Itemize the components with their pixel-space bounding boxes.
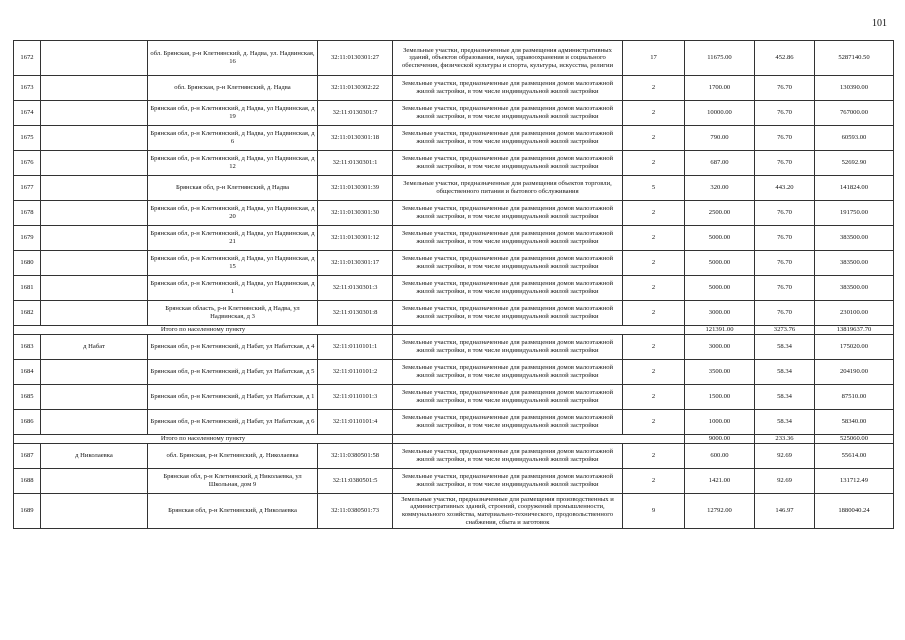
locality-cell — [41, 385, 148, 410]
group-cell: 2 — [623, 201, 685, 226]
row-number: 1679 — [14, 226, 41, 251]
group-cell: 2 — [623, 126, 685, 151]
row-number: 1678 — [14, 201, 41, 226]
area-cell: 2500.00 — [685, 201, 755, 226]
cadastral-number-cell: 32:11:0130301:3 — [318, 276, 393, 301]
cadastral-value-cell: 1880040.24 — [815, 494, 894, 529]
group-cell: 17 — [623, 41, 685, 76]
table-row — [14, 335, 894, 360]
rate-cell: 443.20 — [755, 176, 815, 201]
row-number: 1685 — [14, 385, 41, 410]
cadastral-number-cell: 32:11:0130301:1 — [318, 151, 393, 176]
land-use-cell: Земельные участки, предназначенные для размещения домов малоэтажной жилой застройки, в том числе индивидуальной жилой застройки — [393, 226, 623, 251]
group-cell: 2 — [623, 385, 685, 410]
land-use-cell: Земельные участки, предназначенные для размещения домов малоэтажной жилой застройки, в том числе индивидуальной жилой застройки — [393, 101, 623, 126]
group-cell: 9 — [623, 494, 685, 529]
land-use-cell: Земельные участки, предназначенные для размещения домов малоэтажной жилой застройки, в том числе индивидуальной жилой застройки — [393, 76, 623, 101]
land-use-cell: Земельные участки, предназначенные для размещения домов малоэтажной жилой застройки, в том числе индивидуальной жилой застройки — [393, 335, 623, 360]
cadastral-value-cell: 60593.00 — [815, 126, 894, 151]
group-cell: 2 — [623, 251, 685, 276]
subtotal-label: Итого по населенному пункту — [14, 435, 393, 444]
cadastral-value-cell: 141824.00 — [815, 176, 894, 201]
locality-cell — [41, 41, 148, 76]
locality-cell — [41, 176, 148, 201]
cadastral-number-cell: 32:11:0130301:7 — [318, 101, 393, 126]
group-cell: 2 — [623, 151, 685, 176]
row-number: 1677 — [14, 176, 41, 201]
table-row — [14, 176, 894, 201]
land-use-cell: Земельные участки, предназначенные для размещения административных зданий, объектов образования, науки, здравоохранения и социального обеспечения, физической культуры и спорта, культуры, искусства, религии — [393, 41, 623, 76]
address-cell: Брянская обл, р-н Клетнянский, д Набат, ул Набатская, д 5 — [148, 360, 318, 385]
address-cell: Брянская обл, р-н Клетнянский, д Николаевка, ул Школьная, дом 9 — [148, 469, 318, 494]
group-cell: 5 — [623, 176, 685, 201]
address-cell: обл. Брянская, р-н Клетнянский, д. Надва — [148, 76, 318, 101]
locality-cell — [41, 360, 148, 385]
group-cell: 2 — [623, 276, 685, 301]
land-use-cell: Земельные участки, предназначенные для размещения домов малоэтажной жилой застройки, в том числе индивидуальной жилой застройки — [393, 410, 623, 435]
subtotal-blank — [393, 435, 685, 444]
locality-cell — [41, 276, 148, 301]
address-cell: обл. Брянская, р-н Клетнянский, д. Николаевка — [148, 444, 318, 469]
land-use-cell: Земельные участки, предназначенные для размещения домов малоэтажной жилой застройки, в том числе индивидуальной жилой застройки — [393, 151, 623, 176]
land-use-cell: Земельные участки, предназначенные для размещения домов малоэтажной жилой застройки, в том числе индивидуальной жилой застройки — [393, 385, 623, 410]
subtotal-value: 525060.00 — [815, 435, 894, 444]
address-cell: Брянская обл, р-н Клетнянский, д Надва — [148, 176, 318, 201]
rate-cell: 92.69 — [755, 444, 815, 469]
cadastral-value-cell: 87510.00 — [815, 385, 894, 410]
address-cell: Брянская обл, р-н Клетнянский, д Надва, ул Надвинская, д 19 — [148, 101, 318, 126]
cadastral-value-table — [13, 40, 894, 529]
land-use-cell: Земельные участки, предназначенные для размещения домов малоэтажной жилой застройки, в том числе индивидуальной жилой застройки — [393, 126, 623, 151]
subtotal-rate: 233.36 — [755, 435, 815, 444]
cadastral-value-cell: 383500.00 — [815, 276, 894, 301]
subtotal-row — [14, 326, 894, 335]
area-cell: 5000.00 — [685, 251, 755, 276]
rate-cell: 58.34 — [755, 410, 815, 435]
address-cell: Брянская обл, р-н Клетнянский, д Набат, ул Набатская, д 1 — [148, 385, 318, 410]
locality-cell — [41, 76, 148, 101]
rate-cell: 92.69 — [755, 469, 815, 494]
group-cell: 2 — [623, 360, 685, 385]
land-use-cell: Земельные участки, предназначенные для размещения домов малоэтажной жилой застройки, в том числе индивидуальной жилой застройки — [393, 301, 623, 326]
area-cell: 1000.00 — [685, 410, 755, 435]
cadastral-value-cell: 52692.90 — [815, 151, 894, 176]
row-number: 1675 — [14, 126, 41, 151]
area-cell: 320.00 — [685, 176, 755, 201]
address-cell: Брянская обл, р-н Клетнянский, д Надва, ул Надвинская, д 15 — [148, 251, 318, 276]
rate-cell: 76.70 — [755, 201, 815, 226]
cadastral-value-cell: 383500.00 — [815, 226, 894, 251]
cadastral-value-cell: 58340.00 — [815, 410, 894, 435]
cadastral-number-cell: 32:11:0130302:22 — [318, 76, 393, 101]
table-row — [14, 101, 894, 126]
cadastral-number-cell: 32:11:0130301:12 — [318, 226, 393, 251]
address-cell: Брянская обл, р-н Клетнянский, д Николаевка — [148, 494, 318, 529]
table-row — [14, 276, 894, 301]
rate-cell: 76.70 — [755, 151, 815, 176]
row-number: 1686 — [14, 410, 41, 435]
locality-cell — [41, 201, 148, 226]
table-row — [14, 251, 894, 276]
address-cell: Брянская обл, р-н Клетнянский, д Надва, ул Надвинская, д 1 — [148, 276, 318, 301]
address-cell: Брянская обл, р-н Клетнянский, д Надва, ул Надвинская, д 6 — [148, 126, 318, 151]
group-cell: 2 — [623, 301, 685, 326]
land-use-cell: Земельные участки, предназначенные для размещения производственных и административных зданий, строений, сооружений промышленности, коммунального хозяйства, материально-технического, продовольственного снабжения, сбыта и заготовок — [393, 494, 623, 529]
cadastral-number-cell: 32:11:0130301:8 — [318, 301, 393, 326]
subtotal-area: 9000.00 — [685, 435, 755, 444]
subtotal-label: Итого по населенному пункту — [14, 326, 393, 335]
locality-cell — [41, 101, 148, 126]
cadastral-value-cell: 230100.00 — [815, 301, 894, 326]
locality-cell — [41, 410, 148, 435]
cadastral-number-cell: 32:11:0130301:39 — [318, 176, 393, 201]
table-row — [14, 360, 894, 385]
rate-cell: 58.34 — [755, 385, 815, 410]
cadastral-number-cell: 32:11:0110101:4 — [318, 410, 393, 435]
area-cell: 5000.00 — [685, 276, 755, 301]
group-cell: 2 — [623, 469, 685, 494]
row-number: 1682 — [14, 301, 41, 326]
locality-cell: д Николаевка — [41, 444, 148, 469]
locality-cell: д Набат — [41, 335, 148, 360]
cadastral-value-cell: 175020.00 — [815, 335, 894, 360]
page-number: 101 — [872, 18, 887, 29]
table-row — [14, 126, 894, 151]
area-cell: 3000.00 — [685, 301, 755, 326]
cadastral-value-cell: 55614.00 — [815, 444, 894, 469]
rate-cell: 146.97 — [755, 494, 815, 529]
land-use-cell: Земельные участки, предназначенные для размещения домов малоэтажной жилой застройки, в том числе индивидуальной жилой застройки — [393, 444, 623, 469]
table-row — [14, 76, 894, 101]
group-cell: 2 — [623, 101, 685, 126]
cadastral-number-cell: 32:11:0380501:58 — [318, 444, 393, 469]
group-cell: 2 — [623, 335, 685, 360]
cadastral-number-cell: 32:11:0130301:17 — [318, 251, 393, 276]
address-cell: Брянская обл, р-н Клетнянский, д Надва, ул Надвинская, д 21 — [148, 226, 318, 251]
table-row — [14, 444, 894, 469]
rate-cell: 76.70 — [755, 226, 815, 251]
cadastral-number-cell: 32:11:0110101:3 — [318, 385, 393, 410]
address-cell: обл. Брянская, р-н Клетнянский, д. Надва, ул. Надвинская, 16 — [148, 41, 318, 76]
locality-cell — [41, 126, 148, 151]
rate-cell: 58.34 — [755, 360, 815, 385]
locality-cell — [41, 494, 148, 529]
row-number: 1681 — [14, 276, 41, 301]
table-row — [14, 494, 894, 529]
cadastral-number-cell: 32:11:0110101:2 — [318, 360, 393, 385]
table-row — [14, 41, 894, 76]
land-use-cell: Земельные участки, предназначенные для размещения домов малоэтажной жилой застройки, в том числе индивидуальной жилой застройки — [393, 360, 623, 385]
table-row — [14, 151, 894, 176]
area-cell: 600.00 — [685, 444, 755, 469]
row-number: 1689 — [14, 494, 41, 529]
land-use-cell: Земельные участки, предназначенные для размещения домов малоэтажной жилой застройки, в том числе индивидуальной жилой застройки — [393, 276, 623, 301]
area-cell: 11675.00 — [685, 41, 755, 76]
area-cell: 10000.00 — [685, 101, 755, 126]
address-cell: Брянская обл, р-н Клетнянский, д Надва, ул Надвинская, д 20 — [148, 201, 318, 226]
subtotal-value: 13819637.70 — [815, 326, 894, 335]
subtotal-row — [14, 435, 894, 444]
table-row — [14, 469, 894, 494]
locality-cell — [41, 301, 148, 326]
locality-cell — [41, 469, 148, 494]
address-cell: Брянская область, р-н Клетнянский, д Надва, ул Надвинская, д 3 — [148, 301, 318, 326]
table-row — [14, 201, 894, 226]
table-row — [14, 226, 894, 251]
rate-cell: 76.70 — [755, 251, 815, 276]
land-use-cell: Земельные участки, предназначенные для размещения домов малоэтажной жилой застройки, в том числе индивидуальной жилой застройки — [393, 201, 623, 226]
row-number: 1673 — [14, 76, 41, 101]
cadastral-number-cell: 32:11:0130301:18 — [318, 126, 393, 151]
area-cell: 1500.00 — [685, 385, 755, 410]
cadastral-value-cell: 767000.00 — [815, 101, 894, 126]
row-number: 1683 — [14, 335, 41, 360]
cadastral-number-cell: 32:11:0130301:27 — [318, 41, 393, 76]
group-cell: 2 — [623, 444, 685, 469]
area-cell: 1700.00 — [685, 76, 755, 101]
row-number: 1687 — [14, 444, 41, 469]
locality-cell — [41, 251, 148, 276]
row-number: 1674 — [14, 101, 41, 126]
cadastral-number-cell: 32:11:0380501:73 — [318, 494, 393, 529]
rate-cell: 76.70 — [755, 76, 815, 101]
row-number: 1680 — [14, 251, 41, 276]
rate-cell: 76.70 — [755, 276, 815, 301]
cadastral-value-cell: 191750.00 — [815, 201, 894, 226]
cadastral-value-cell: 204190.00 — [815, 360, 894, 385]
locality-cell — [41, 226, 148, 251]
area-cell: 687.00 — [685, 151, 755, 176]
table-row — [14, 385, 894, 410]
group-cell: 2 — [623, 226, 685, 251]
address-cell: Брянская обл, р-н Клетнянский, д Надва, ул Надвинская, д 12 — [148, 151, 318, 176]
cadastral-value-cell: 5287140.50 — [815, 41, 894, 76]
cadastral-value-cell: 383500.00 — [815, 251, 894, 276]
rate-cell: 58.34 — [755, 335, 815, 360]
area-cell: 1421.00 — [685, 469, 755, 494]
row-number: 1676 — [14, 151, 41, 176]
cadastral-value-cell: 130390.00 — [815, 76, 894, 101]
area-cell: 5000.00 — [685, 226, 755, 251]
row-number: 1672 — [14, 41, 41, 76]
subtotal-blank — [393, 326, 685, 335]
cadastral-number-cell: 32:11:0110101:1 — [318, 335, 393, 360]
table-row — [14, 301, 894, 326]
rate-cell: 76.70 — [755, 126, 815, 151]
cadastral-value-cell: 131712.49 — [815, 469, 894, 494]
locality-cell — [41, 151, 148, 176]
address-cell: Брянская обл, р-н Клетнянский, д Набат, ул Набатская, д 4 — [148, 335, 318, 360]
area-cell: 12792.00 — [685, 494, 755, 529]
land-use-cell: Земельные участки, предназначенные для размещения объектов торговли, общественного питания и бытового обслуживания — [393, 176, 623, 201]
area-cell: 3000.00 — [685, 335, 755, 360]
row-number: 1688 — [14, 469, 41, 494]
rate-cell: 452.86 — [755, 41, 815, 76]
subtotal-rate: 3273.76 — [755, 326, 815, 335]
table-row — [14, 410, 894, 435]
land-use-cell: Земельные участки, предназначенные для размещения домов малоэтажной жилой застройки, в том числе индивидуальной жилой застройки — [393, 469, 623, 494]
address-cell: Брянская обл, р-н Клетнянский, д Набат, ул Набатская, д 6 — [148, 410, 318, 435]
group-cell: 2 — [623, 76, 685, 101]
cadastral-number-cell: 32:11:0380501:5 — [318, 469, 393, 494]
land-use-cell: Земельные участки, предназначенные для размещения домов малоэтажной жилой застройки, в том числе индивидуальной жилой застройки — [393, 251, 623, 276]
area-cell: 3500.00 — [685, 360, 755, 385]
area-cell: 790.00 — [685, 126, 755, 151]
row-number: 1684 — [14, 360, 41, 385]
group-cell: 2 — [623, 410, 685, 435]
rate-cell: 76.70 — [755, 101, 815, 126]
rate-cell: 76.70 — [755, 301, 815, 326]
cadastral-number-cell: 32:11:0130301:30 — [318, 201, 393, 226]
subtotal-area: 121391.00 — [685, 326, 755, 335]
